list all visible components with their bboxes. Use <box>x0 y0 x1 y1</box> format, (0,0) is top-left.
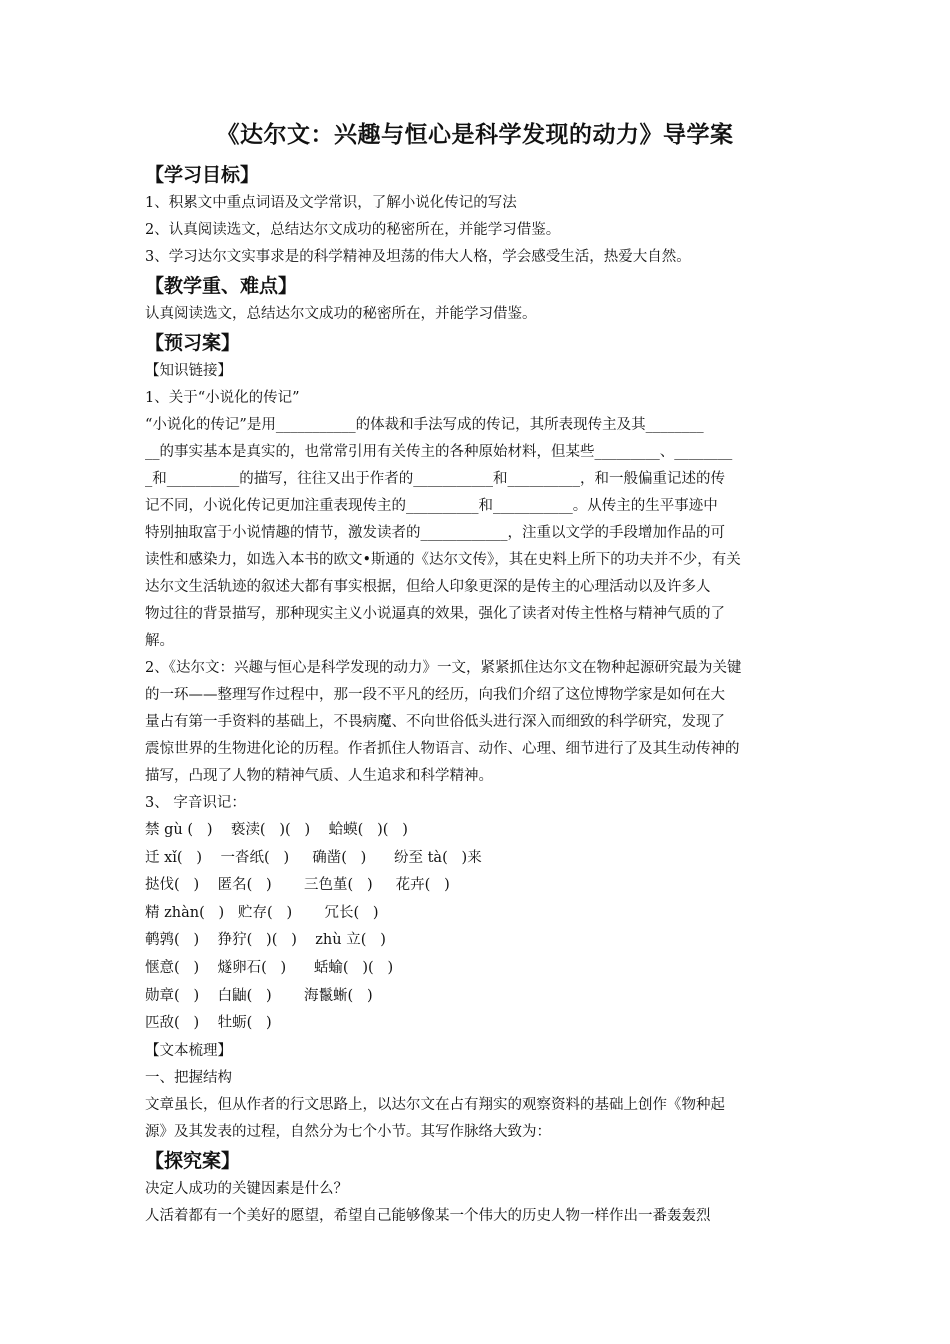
item1-line: 读性和感染力，如选入本书的欧文•斯通的《达尔文传》，其在史料上所下的功夫并不少，有关 <box>145 552 741 568</box>
item1-line: 达尔文生活轨迹的叙述大都有事实根据，但给人印象更深的是传主的心理活动以及许多人 <box>145 579 711 595</box>
item1-line: “小说化的传记”是用___________的体裁和手法写成的传记，其所表现传主及其________ <box>145 417 704 433</box>
document-title: 《达尔文：兴趣与恒心是科学发现的动力》导学案 <box>216 122 734 148</box>
pronunciation-row: 匹敌( ) 牡蛎( ) <box>145 1015 272 1032</box>
pronunciation-row: 勋章( ) 白鼬( ) 海鬣蜥( ) <box>145 987 373 1004</box>
pronunciation-row: 精 zhàn( ) 贮存( ) 冗长( ) <box>145 904 379 921</box>
structure-title: 一、把握结构 <box>145 1069 232 1086</box>
pronunciation-row: 鹌鹑( ) 狰狞( )( ) zhù 立( ) <box>145 932 386 949</box>
inquiry-question: 决定人成功的关键因素是什么？ <box>145 1180 348 1197</box>
item1-line: 解。 <box>145 633 174 649</box>
item2-line: 震惊世界的生物进化论的历程。作者抓住人物语言、动作、心理、细节进行了及其生动传神的 <box>145 741 740 757</box>
pronunciation-row: 惬意( ) 燧卵石( ) 蛞蝓( )( ) <box>145 959 394 976</box>
text-outline-label: 【文本梳理】 <box>145 1042 232 1059</box>
item1-line: 特别抽取富于小说情趣的情节，激发读者的____________，注重以文学的手段增加作品的可 <box>145 525 725 541</box>
key-points-text: 认真阅读选文，总结达尔文成功的秘密所在，并能学习借鉴。 <box>145 306 537 322</box>
item2-line: 描写，凸现了人物的精神气质、人生追求和科学精神。 <box>145 768 493 784</box>
key-points-heading: 【教学重、难点】 <box>145 275 298 297</box>
item1-line: _和__________的描写，往往又出于作者的___________和__________，和一般偏重记述的传 <box>145 471 725 487</box>
item1-title: 1、关于“小说化的传记” <box>145 390 300 406</box>
inquiry-heading: 【探究案】 <box>145 1149 241 1172</box>
objective-item: 2、认真阅读选文，总结达尔文成功的秘密所在，并能学习借鉴。 <box>145 222 561 238</box>
pronunciation-row: 迁 xǐ( ) 一沓纸( ) 确凿( ) 纷至 tà( )来 <box>145 849 482 866</box>
pronunciation-row: 挞伐( ) 匿名( ) 三色堇( ) 花卉( ) <box>145 877 450 894</box>
knowledge-link-label: 【知识链接】 <box>145 363 232 379</box>
document-body <box>145 160 809 1230</box>
structure-line: 源》及其发表的过程，自然分为七个小节。其写作脉络大致为： <box>145 1123 551 1140</box>
objective-item: 1、积累文中重点词语及文学常识，了解小说化传记的写法 <box>145 195 517 211</box>
item1-line: __的事实基本是真实的，也常常引用有关传主的各种原始材料，但某些_________、________ <box>145 444 733 460</box>
item2-line: 量占有第一手资料的基础上，不畏病魔、不向世俗低头进行深入而细致的科学研究，发现了 <box>145 714 725 730</box>
pronunciation-row: 禁 gù ( ) 亵渎( )( ) 蛤蟆( )( ) <box>145 822 408 838</box>
objective-item: 3、学习达尔文实事求是的科学精神及坦荡的伟大人格，学会感受生活，热爱大自然。 <box>145 249 691 265</box>
objectives-heading: 【学习目标】 <box>145 164 260 186</box>
preview-heading: 【预习案】 <box>145 332 241 354</box>
item1-line: 记不同，小说化传记更加注重表现传主的__________和___________。从传主的生平事迹中 <box>145 498 718 514</box>
item1-line: 物过往的背景描写，那种现实主义小说逼真的效果，强化了读者对传主性格与精神气质的了 <box>145 606 725 622</box>
structure-line: 文章虽长，但从作者的行文思路上，以达尔文在占有翔实的观察资料的基础上创作《物种起 <box>145 1096 725 1113</box>
inquiry-answer-line: 人活着都有一个美好的愿望，希望自己能够像某一个伟大的历史人物一样作出一番轰轰烈 <box>145 1207 711 1224</box>
item2-line: 2、《达尔文：兴趣与恒心是科学发现的动力》一文，紧紧抓住达尔文在物种起源研究最为关键 <box>145 660 742 676</box>
item2-line: 的一环——整理写作过程中，那一段不平凡的经历，向我们介绍了这位博物学家是如何在大 <box>145 687 725 703</box>
item3-title: 3、 字音识记： <box>145 795 246 811</box>
